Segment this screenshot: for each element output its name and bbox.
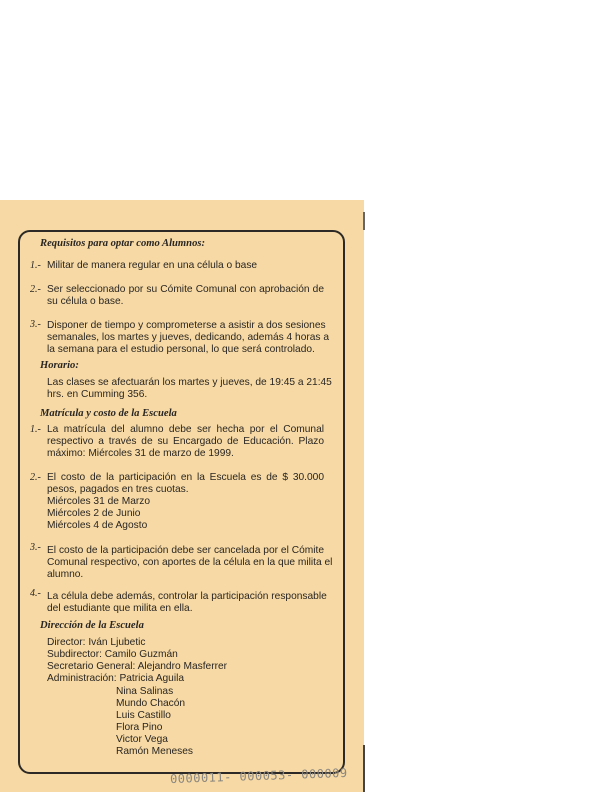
admin-member: Victor Vega bbox=[116, 734, 168, 745]
matricula-3-line-1: El costo de la participación debe ser cancelada por el Cómite bbox=[47, 545, 324, 556]
matricula-4-number: 4.- bbox=[30, 588, 41, 599]
matricula-4-line-1: La célula debe además, controlar la participación responsable bbox=[47, 591, 327, 602]
matricula-2-line-4: Miércoles 2 de Junio bbox=[47, 508, 141, 519]
requisito-3-number: 3.- bbox=[30, 319, 41, 330]
matricula-3-line-3: alumno. bbox=[47, 569, 84, 580]
requisito-3-line-2: semanales, los martes y jueves, dedicando, además 4 horas a bbox=[47, 332, 330, 343]
matricula-2-line-3: Miércoles 31 de Marzo bbox=[47, 496, 151, 507]
requisito-1-line-1: Militar de manera regular en una célula o base bbox=[47, 260, 258, 271]
horario-title: Horario: bbox=[40, 360, 79, 371]
requisitos-title: Requisitos para optar como Alumnos: bbox=[40, 238, 206, 249]
matricula-1-number: 1.- bbox=[30, 424, 41, 435]
horario-line-2: hrs. en Cumming 356. bbox=[47, 389, 148, 400]
admin-member: Nina Salinas bbox=[116, 686, 174, 697]
requisito-2-line-2: su célula o base. bbox=[47, 296, 124, 307]
matricula-2-line-5: Miércoles 4 de Agosto bbox=[47, 520, 148, 531]
matricula-3-number: 3.- bbox=[30, 542, 41, 553]
matricula-1-line-1: La matrícula del alumno debe ser hecha por el Comunal bbox=[47, 424, 324, 435]
matricula-2-number: 2.- bbox=[30, 472, 41, 483]
requisito-1-number: 1.- bbox=[30, 260, 41, 271]
requisito-3-line-3: la semana para el estudio personal, lo que será controlado. bbox=[47, 344, 315, 355]
matricula-3-line-2: Comunal respectivo, con aportes de la célula en la que milita el bbox=[47, 557, 333, 568]
matricula-1-line-3: máximo: Miércoles 31 de marzo de 1999. bbox=[47, 448, 234, 459]
matricula-2-line-2: pesos, pagados en tres cuotas. bbox=[47, 484, 189, 495]
page-edge-tick bbox=[363, 212, 365, 230]
direccion-director: Director: Iván Ljubetic bbox=[47, 637, 146, 648]
direccion-subdirector: Subdirector: Camilo Guzmán bbox=[47, 649, 178, 660]
admin-member: Mundo Chacón bbox=[116, 698, 186, 709]
direccion-administracion: Administración: Patricia Aguila bbox=[47, 673, 185, 684]
requisito-2-line-1: Ser seleccionado por su Cómite Comunal con aprobación de bbox=[47, 284, 324, 295]
archive-stamp: 0000011- 000053- 000009 bbox=[169, 765, 348, 787]
matricula-title: Matrícula y costo de la Escuela bbox=[40, 408, 177, 419]
requisito-3-line-1: Disponer de tiempo y comprometerse a asistir a dos sesiones bbox=[47, 320, 326, 331]
admin-member: Flora Pino bbox=[116, 722, 163, 733]
horario-line-1: Las clases se afectuarán los martes y jueves, de 19:45 a 21:45 bbox=[47, 377, 332, 388]
direccion-title: Dirección de la Escuela bbox=[40, 620, 144, 631]
admin-member: Luis Castillo bbox=[116, 710, 171, 721]
matricula-4-line-2: del estudiante que milita en ella. bbox=[47, 603, 193, 614]
matricula-2-line-1: El costo de la participación en la Escuela es de $ 30.000 bbox=[47, 472, 324, 483]
page-edge-line bbox=[363, 745, 365, 792]
requisito-2-number: 2.- bbox=[30, 284, 41, 295]
admin-member: Ramón Meneses bbox=[116, 746, 194, 757]
direccion-secretario: Secretario General: Alejandro Masferrer bbox=[47, 661, 228, 672]
matricula-1-line-2: respectivo a través de su Encargado de Educación. Plazo bbox=[47, 436, 324, 447]
